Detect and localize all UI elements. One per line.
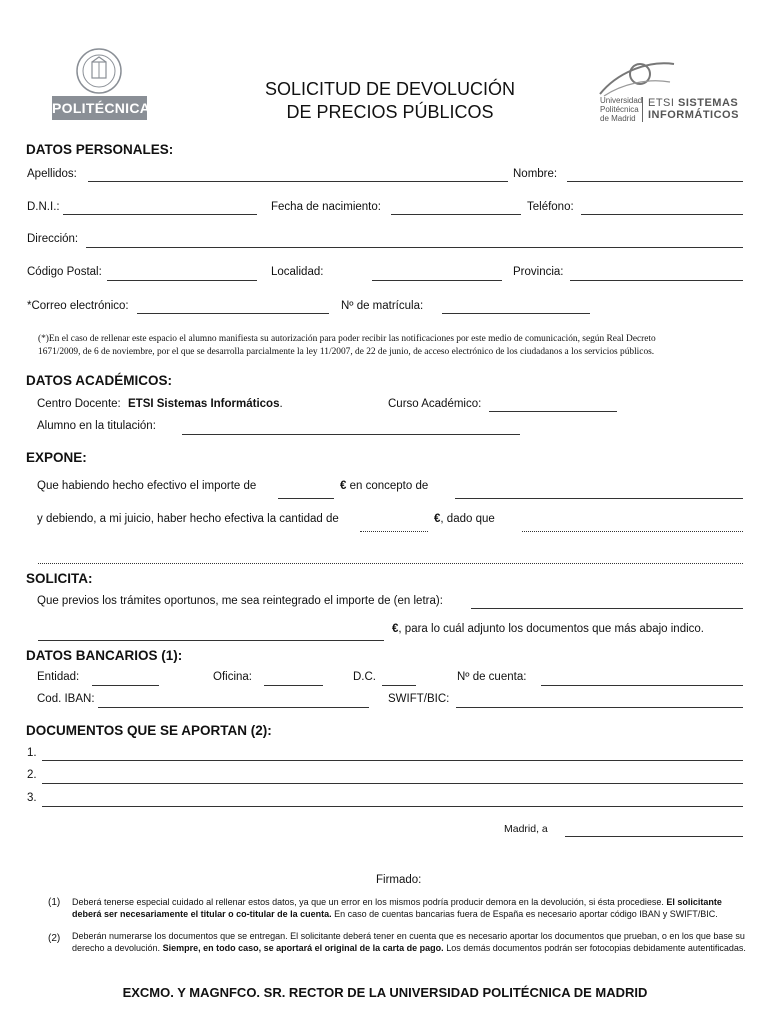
page-title: [230, 78, 550, 124]
section-datos-personales: DATOS PERSONALES:: [26, 142, 174, 157]
lugar-fecha-label: Madrid, a: [504, 823, 548, 835]
etsi-univ-line-3: de Madrid: [600, 114, 636, 123]
oficina-label: Oficina:: [213, 671, 252, 683]
documento-1-label: 1.: [27, 747, 37, 759]
codigo-postal-label: Código Postal:: [27, 266, 102, 278]
expone-line-1-concepto: [340, 480, 428, 492]
dado-que-field-continued[interactable]: [38, 563, 743, 564]
apellidos-field[interactable]: [88, 181, 508, 182]
provincia-field[interactable]: [570, 280, 743, 281]
section-datos-bancarios: DATOS BANCARIOS (1):: [26, 648, 183, 663]
titulacion-label: Alumno en la titulación:: [37, 420, 156, 432]
fecha-firma-field[interactable]: [565, 836, 743, 837]
adjunto-documentos-text: , para lo cuál adjunto los documentos que más abajo indico.: [398, 623, 704, 635]
codigo-postal-field[interactable]: [107, 280, 257, 281]
title-line-1: SOLICITUD DE DEVOLUCIÓN: [264, 79, 516, 99]
euro-sign-1: €: [340, 480, 347, 492]
etsi-sistemas-label: SISTEMAS: [678, 97, 739, 109]
curso-academico-label: Curso Académico:: [388, 398, 482, 410]
etsi-univ-line-2: Politécnica: [600, 105, 639, 114]
nota-1-part-a: Deberá tenerse especial cuidado al rellenar estos datos, ya que un error en los mismos podría producir demora en la devolución, si ésta procediese.: [72, 897, 664, 907]
nota-1-text: [72, 897, 746, 920]
nota-2-part-b: Siempre, en todo caso, se aportará el original de la carta de pago.: [162, 942, 444, 953]
cantidad-field[interactable]: [360, 531, 428, 532]
centro-docente-label: Centro Docente:: [37, 398, 121, 410]
correo-field[interactable]: [137, 313, 329, 314]
section-datos-academicos: DATOS ACADÉMICOS:: [26, 373, 173, 388]
dado-que-label: , dado que: [440, 513, 495, 525]
section-solicita: SOLICITA:: [26, 571, 93, 586]
iban-label: Cod. IBAN:: [37, 693, 95, 705]
dni-label: D.N.I.:: [27, 201, 60, 213]
swift-label: SWIFT/BIC:: [388, 693, 450, 705]
nota-2-number: (2): [48, 933, 61, 944]
etsi-label: ETSI: [648, 97, 675, 109]
etsi-logo-name: [648, 97, 739, 121]
upm-logo-label: POLITÉCNICA: [52, 96, 147, 120]
provincia-label: Provincia:: [513, 266, 564, 278]
section-expone: EXPONE:: [26, 450, 87, 465]
iban-field[interactable]: [98, 707, 369, 708]
importe-letra-field[interactable]: [471, 608, 743, 609]
entidad-field[interactable]: [92, 685, 159, 686]
dc-label: D.C.: [353, 671, 376, 683]
concepto-field[interactable]: [455, 498, 743, 499]
etsi-emblem-icon: [596, 54, 676, 98]
nombre-label: Nombre:: [513, 168, 558, 180]
centro-docente-value: [128, 398, 283, 410]
privacy-note: [38, 333, 748, 359]
nota-2-part-a: Deberán numerarse los documentos que se entregan. El solicitante deberá tener en cuenta que es necesario aportar los documentos que prueban, o en los que base su derecho a devolución.: [72, 931, 745, 953]
documento-2-label: 2.: [27, 769, 37, 781]
titulacion-field[interactable]: [182, 434, 520, 435]
fecha-nacimiento-field[interactable]: [391, 214, 521, 215]
solicita-line-1: Que previos los trámites oportunos, me sea reintegrado el importe de (en letra):: [37, 595, 443, 607]
num-cuenta-label: Nº de cuenta:: [457, 671, 527, 683]
curso-academico-field[interactable]: [489, 411, 617, 412]
nota-1-part-b: El solicitante deberá ser necesariamente el titular o co-titular de la cuenta.: [72, 897, 722, 919]
direccion-label: Dirección:: [27, 233, 79, 245]
centro-docente-period: .: [279, 398, 283, 410]
fecha-nacimiento-label: Fecha de nacimiento:: [271, 201, 381, 213]
centro-docente-name: ETSI Sistemas Informáticos: [128, 398, 280, 410]
expone-line-2-text: y debiendo, a mi juicio, haber hecho efectiva la cantidad de: [37, 513, 339, 525]
importe-field[interactable]: [278, 498, 334, 499]
etsi-logo-divider: [642, 97, 643, 122]
etsi-univ-line-1: Universidad: [600, 96, 643, 105]
privacy-note-line-2: 1671/2009, de 6 de noviembre, por el que se desarrolla parcialmente la ley 11/2007, de 22 de junio, de acceso electrónico de los ciudadanos a los servicios públicos.: [38, 347, 655, 357]
oficina-field[interactable]: [264, 685, 323, 686]
etsi-logo-university: [600, 96, 642, 123]
dado-que-field[interactable]: [522, 531, 743, 532]
entidad-label: Entidad:: [37, 671, 80, 683]
nota-2-text: [72, 931, 746, 954]
direccion-field[interactable]: [86, 247, 743, 248]
euro-sign-3: €: [392, 623, 399, 635]
expone-line-1-text: Que habiendo hecho efectivo el importe de: [37, 480, 257, 492]
localidad-label: Localidad:: [271, 266, 324, 278]
documento-3-label: 3.: [27, 792, 37, 804]
swift-field[interactable]: [456, 707, 743, 708]
localidad-field[interactable]: [372, 280, 502, 281]
etsi-informaticos-label: INFORMÁTICOS: [648, 109, 739, 121]
apellidos-label: Apellidos:: [27, 168, 77, 180]
footer-addressee: EXCMO. Y MAGNFCO. SR. RECTOR DE LA UNIVERSIDAD POLITÉCNICA DE MADRID: [122, 985, 648, 1000]
correo-label: *Correo electrónico:: [27, 300, 129, 312]
nombre-field[interactable]: [567, 181, 743, 182]
documento-3-field[interactable]: [42, 806, 743, 807]
matricula-field[interactable]: [442, 313, 590, 314]
expone-line-2-dado: [434, 513, 495, 525]
dni-field[interactable]: [63, 214, 257, 215]
matricula-label: Nº de matrícula:: [341, 300, 424, 312]
telefono-label: Teléfono:: [527, 201, 574, 213]
nota-2-part-c: Los demás documentos podrán ser fotocopias debidamente autentificadas.: [446, 942, 746, 953]
nota-1-number: (1): [48, 897, 61, 908]
num-cuenta-field[interactable]: [541, 685, 743, 686]
section-documentos: DOCUMENTOS QUE SE APORTAN (2):: [26, 723, 272, 738]
title-line-2: DE PRECIOS PÚBLICOS: [286, 102, 494, 122]
dc-field[interactable]: [382, 685, 416, 686]
telefono-field[interactable]: [581, 214, 743, 215]
importe-letra-field-continued[interactable]: [38, 640, 384, 641]
en-concepto-label: en concepto de: [346, 480, 429, 492]
nota-1-part-c: En caso de cuentas bancarias fuera de España es necesario aportar código IBAN y SWIFT/BIC.: [334, 908, 718, 919]
documento-1-field[interactable]: [42, 760, 743, 761]
firmado-label: Firmado:: [376, 874, 422, 886]
euro-sign-2: €: [434, 513, 441, 525]
privacy-note-line-1: (*)En el caso de rellenar este espacio el alumno manifiesta su autorización para poder recibir las notificaciones por este medio de comunicación, según Real Decreto: [38, 334, 656, 344]
documento-2-field[interactable]: [42, 783, 743, 784]
solicita-line-2: [392, 623, 704, 635]
